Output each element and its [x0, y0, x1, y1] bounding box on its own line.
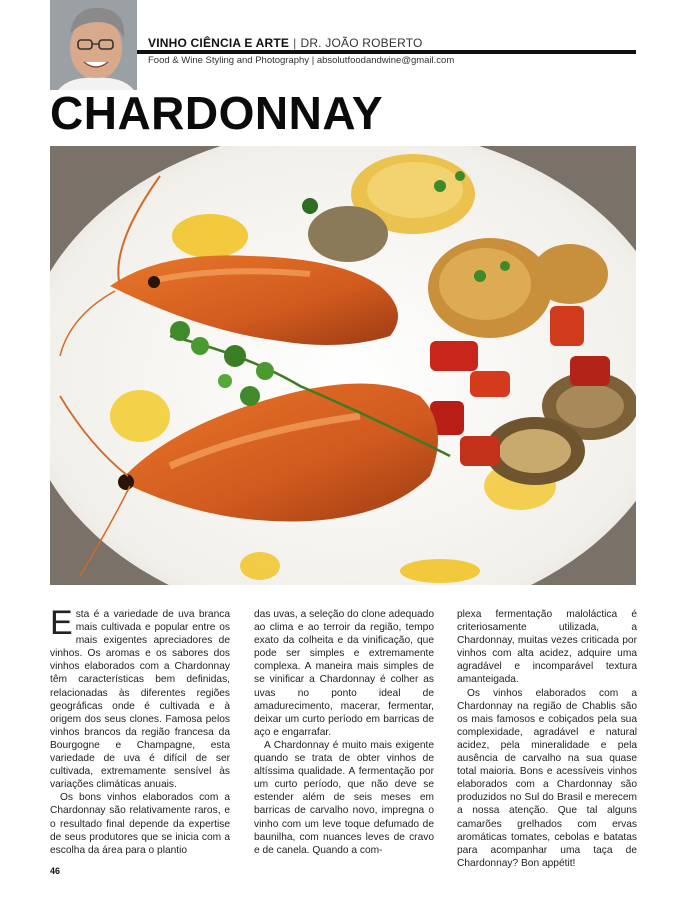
paragraph: Os bons vinhos elaborados com a Chardonnay são relativamente raros, e o resultado final depende da expertise de seus produtores que se inicia com a escolha da área para o plantio: [50, 792, 230, 856]
paragraph: A Chardonnay é muito mais exigente quando se trata de obter vinhos de altíssima qualidade. A fermentação por um curto período, que não deve se estender além de seis meses em barricas de carvalho novo, impregna o vinho com um leve toque defumado de baunilha, com nuances leves de cravo e de canela. Quando a com-: [254, 739, 434, 856]
page-number: 46: [50, 866, 61, 876]
section-name: VINHO CIÊNCIA E ARTE: [148, 36, 290, 50]
author-photo: [50, 0, 137, 90]
paragraph-text: sta é a variedade de uva branca mais cultivada e popular entre os mais exigentes apreciadores de vinhos. Os aromas e os sabores dos vinhos elaborados com a Chardonnay têm características bem definidas, relacionadas às diferentes regiões geográficas onde é cultivada e à origem dos seus clones. Famosa pelos vinhos brancos da região francesa da Bourgogne e Champagne, esta variedade de uva é difícil de ser cultivada, extremamente sensível às variações climáticas anuais.: [50, 609, 230, 791]
paragraph: Os vinhos elaborados com a Chardonnay na região de Chablis são os mais famosos e cobiçados pela sua complexidade, agradável e natural acidez, pela mineralidade e pela ausência de carvalho na sua quase total maioria. Bons e acessíveis vinhos elaborados com a Chardonnay são produzidos no Sul do Brasil e merecem a nossa atenção. Que tal alguns camarões grelhados com ervas aromáticas tomates, cebolas e batatas para acompanhar uma taça de Chardonnay? Bon appétit!: [457, 687, 637, 869]
paragraph: [50, 604, 230, 791]
article-column-1: [50, 604, 230, 857]
author-name: DR. JOÃO ROBERTO: [300, 36, 423, 50]
article-column-3: [457, 608, 637, 870]
paragraph: das uvas, a seleção do clone adequado ao clima e ao terroir da região, tempo exato da colheita e da vinificação, que pode ser simples e extremamente complexa. A maneira mais simples de se vinificar a Chardonnay é colher as uvas no ponto ideal de amadurecimento, macerar, fermentar, deixar um curto período em barricas de aço e engarrafar.: [254, 609, 434, 738]
drop-cap: E: [50, 604, 73, 642]
header-subtitle: Food & Wine Styling and Photography | absolutfoodandwine@gmail.com: [148, 55, 455, 66]
paragraph: plexa fermentação maloláctica é criteriosamente utilizada, a Chardonnay, muitas vezes criticada por vinhos com alta acidez, adquire uma agradável e incomparável textura amanteigada.: [457, 609, 637, 686]
shrimp-dish-photo: [50, 146, 636, 585]
header-separator: |: [293, 36, 297, 50]
article-column-2: [254, 608, 434, 857]
article-title: CHARDONNAY: [50, 87, 383, 139]
column-header: [148, 36, 638, 50]
header-rule: [137, 50, 636, 54]
